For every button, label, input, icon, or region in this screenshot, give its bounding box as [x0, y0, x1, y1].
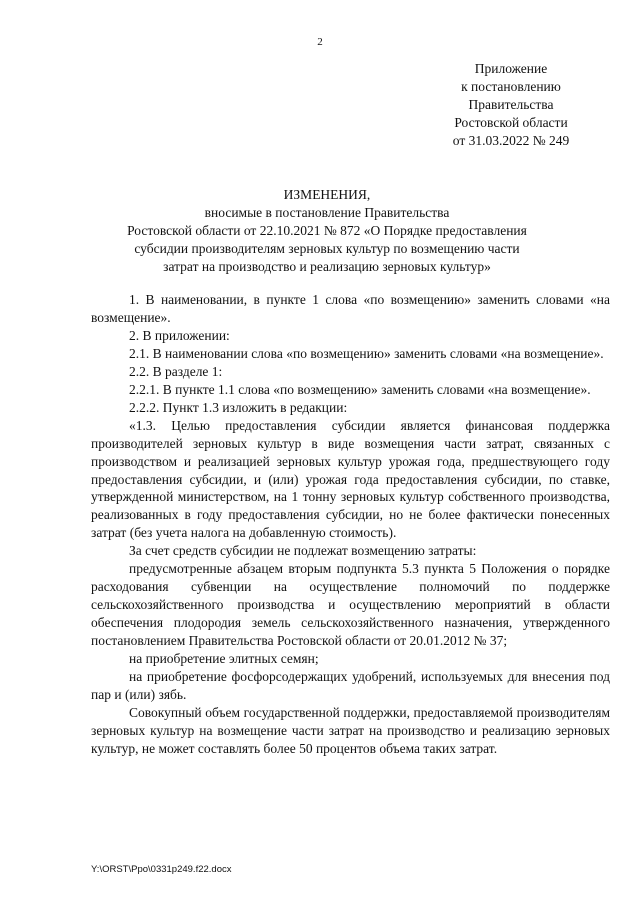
- paragraph: на приобретение фосфорсодержащих удобрений, используемых для внесения под пар и (или) зябь.: [91, 669, 610, 702]
- footer-file-path: Y:\ORST\Ppo\0331p249.f22.docx: [91, 864, 232, 875]
- page-number: 2: [317, 36, 323, 48]
- appendix-line: Приложение: [474, 61, 548, 76]
- paragraph: 2.2. В разделе 1:: [129, 363, 223, 379]
- document-title: [92, 186, 562, 276]
- title-line: вносимые в постановление Правительства: [204, 205, 450, 220]
- paragraph: 2.2.2. Пункт 1.3 изложить в редакции:: [129, 399, 348, 415]
- appendix-line: Ростовской области: [454, 115, 568, 130]
- paragraph: 2.1. В наименовании слова «по возмещению» заменить словами «на возмещение».: [129, 345, 604, 361]
- paragraph: «1.3. Целью предоставления субсидии является финансовая поддержка производителей зерновых культур в виде возмещения части затрат, связанных с производством и реализацией зерновых культур урожая года, предшествующего году предоставления субсидии, и (или) урожая года предоставления субсидии, по ставке, утвержденной министерством, на 1 тонну зерновых культур собственного производства, реализованных в году предоставления субсидии, но не более фактически понесенных затрат (без учета налога на добавленную стоимость).: [91, 417, 610, 541]
- paragraph: предусмотренные абзацем вторым подпункта 5.3 пункта 5 Положения о порядке расходования субвенции на осуществление полномочий по поддержке сельскохозяйственного производства и осуществлению мероприятий в области обеспечения плодородия земель сельскохозяйственного назначения, утвержденного постановлением Правительства Ростовской области от 20.01.2012 № 37;: [91, 561, 610, 649]
- title-line: затрат на производство и реализацию зерновых культур»: [163, 259, 491, 274]
- paragraph: За счет средств субсидии не подлежат возмещению затраты:: [129, 543, 477, 559]
- title-heading: ИЗМЕНЕНИЯ,: [283, 187, 371, 202]
- paragraph: 2. В приложении:: [129, 327, 230, 343]
- appendix-block: [440, 60, 582, 150]
- paragraph: 2.2.1. В пункте 1.1 слова «по возмещению» заменить словами «на возмещение».: [129, 381, 591, 397]
- paragraph: Совокупный объем государственной поддержки, предоставляемой производителям зерновых культур на возмещение части затрат на производство и реализацию зерновых культур, не может составлять более 50 процентов объема таких затрат.: [91, 704, 610, 756]
- document-body: [91, 291, 610, 758]
- paragraph: на приобретение элитных семян;: [129, 651, 319, 667]
- paragraph: 1. В наименовании, в пункте 1 слова «по возмещению» заменить словами «на возмещение».: [91, 292, 610, 325]
- appendix-line: от 31.03.2022 № 249: [452, 133, 570, 148]
- appendix-line: Правительства: [468, 97, 554, 112]
- title-line: Ростовской области от 22.10.2021 № 872 «О Порядке предоставления: [127, 223, 527, 238]
- appendix-line: к постановлению: [461, 79, 561, 94]
- title-line: субсидии производителям зерновых культур по возмещению части: [134, 241, 520, 256]
